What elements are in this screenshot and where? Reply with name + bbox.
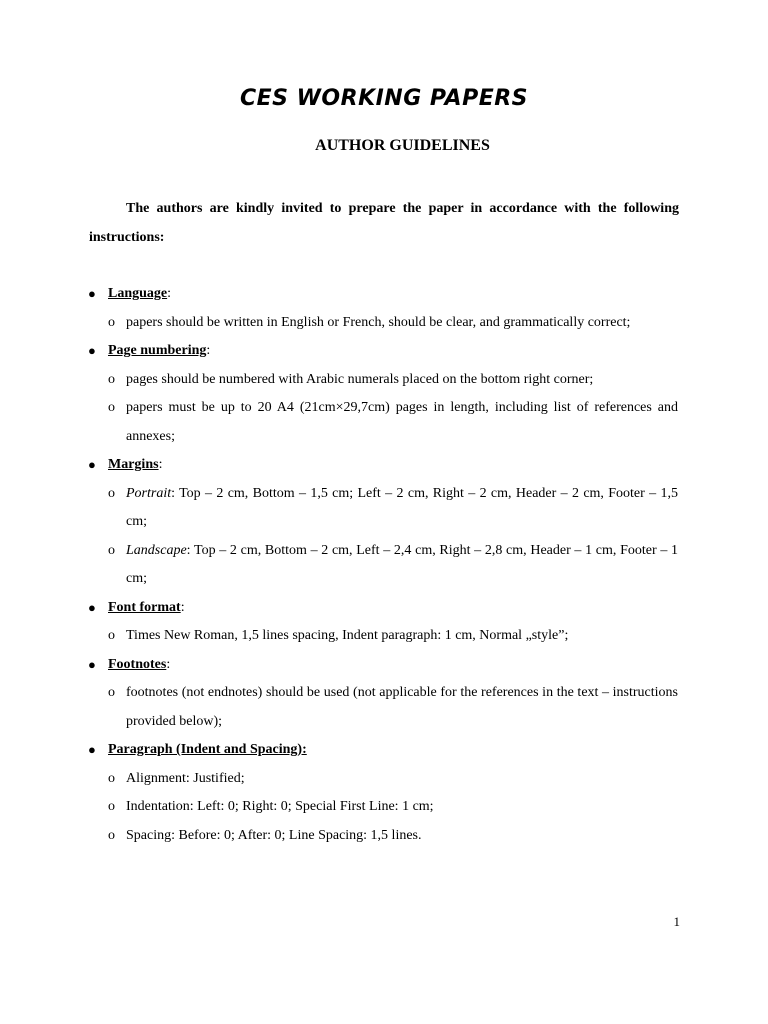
section-heading [108, 280, 678, 309]
sub-item-body: Indentation: Left: 0; Right: 0; Special First Line: 1 cm; [126, 799, 434, 814]
sub-item-label: Landscape [126, 542, 187, 558]
section-heading-label: Page numbering [108, 343, 207, 358]
section-heading [108, 451, 678, 480]
sub-item-text [126, 793, 678, 822]
sub-item-body: pages should be numbered with Arabic numerals placed on the bottom right corner; [126, 371, 594, 387]
intro-paragraph: The authors are kindly invited to prepare the paper in accordance with the following instructions: [89, 201, 679, 245]
sub-item [0, 309, 768, 338]
sub-item-text [126, 622, 678, 651]
sub-item-body: papers should be written in English or French, should be clear, and grammatically correct; [126, 314, 631, 330]
circle-bullet-icon: o [108, 685, 115, 700]
section-heading-label: Font format [108, 599, 181, 615]
document-subtitle: AUTHOR GUIDELINES [315, 137, 490, 154]
section-item [0, 594, 768, 623]
circle-bullet-icon: o [108, 628, 115, 643]
section-item [0, 280, 768, 309]
guidelines-list [0, 280, 768, 850]
document-title: CES WORKING PAPERS [239, 86, 529, 111]
circle-bullet-icon: o [108, 314, 115, 330]
section-heading-suffix: : [180, 599, 185, 615]
section-heading-suffix: : [206, 343, 211, 358]
sub-item-body: Alignment: Justified; [126, 770, 245, 786]
section-heading-label: Footnotes [108, 656, 167, 672]
circle-bullet-icon: o [108, 799, 115, 814]
sub-item [0, 822, 768, 851]
section-item [0, 337, 768, 366]
sub-item-text [126, 480, 678, 537]
sub-item-text [126, 537, 678, 594]
section-heading-label: Paragraph (Indent and Spacing): [108, 742, 307, 757]
sub-item-label: Portrait [126, 485, 172, 501]
sub-item-body: footnotes (not endnotes) should be used (not applicable for the references in the text – instructions provided below); [126, 685, 678, 729]
bullet-icon: ● [88, 656, 96, 672]
section-item [0, 451, 768, 480]
sub-item-body: : Top – 2 cm, Bottom – 1,5 cm; Left – 2 cm, Right – 2 cm, Header – 2 cm, Footer – 1,5 cm; [126, 485, 678, 529]
circle-bullet-icon: o [108, 542, 115, 558]
sub-item-body: Spacing: Before: 0; After: 0; Line Spacing: 1,5 lines. [126, 827, 422, 843]
bullet-icon: ● [88, 286, 96, 301]
sub-item-body: papers must be up to 20 A4 (21cm×29,7cm) pages in length, including list of references and annexes; [126, 400, 678, 444]
bullet-icon: ● [88, 457, 96, 472]
circle-bullet-icon: o [108, 770, 115, 786]
section-heading [108, 651, 678, 680]
sub-item [0, 679, 768, 736]
section-heading-suffix: : [167, 286, 172, 301]
circle-bullet-icon: o [108, 827, 115, 843]
page-number: 1 [673, 914, 680, 929]
section-heading [108, 594, 678, 623]
sub-item-text [126, 822, 678, 851]
section-item [0, 651, 768, 680]
circle-bullet-icon: o [108, 400, 115, 415]
section-heading-label: Margins [108, 457, 159, 472]
section-heading [108, 736, 678, 765]
bullet-icon: ● [88, 343, 96, 358]
sub-item-text [126, 309, 678, 338]
section-heading [108, 337, 678, 366]
circle-bullet-icon: o [108, 485, 115, 501]
section-heading-suffix: : [166, 656, 171, 672]
sub-item-text [126, 366, 678, 395]
sub-item [0, 765, 768, 794]
sub-item [0, 537, 768, 594]
bullet-icon: ● [88, 599, 96, 615]
section-heading-label: Language [108, 286, 168, 301]
sub-item-body: Times New Roman, 1,5 lines spacing, Indent paragraph: 1 cm, Normal „style”; [126, 628, 569, 643]
sub-item-text [126, 679, 678, 736]
sub-item-text [126, 765, 678, 794]
circle-bullet-icon: o [108, 371, 115, 387]
sub-item [0, 366, 768, 395]
bullet-icon: ● [88, 742, 96, 757]
sub-item [0, 793, 768, 822]
section-heading-suffix: : [158, 457, 163, 472]
sub-item [0, 480, 768, 537]
sub-item-text [126, 394, 678, 451]
sub-item [0, 622, 768, 651]
sub-item [0, 394, 768, 451]
sub-item-body: : Top – 2 cm, Bottom – 2 cm, Left – 2,4 cm, Right – 2,8 cm, Header – 1 cm, Footer – 1 cm; [126, 542, 678, 586]
section-item [0, 736, 768, 765]
